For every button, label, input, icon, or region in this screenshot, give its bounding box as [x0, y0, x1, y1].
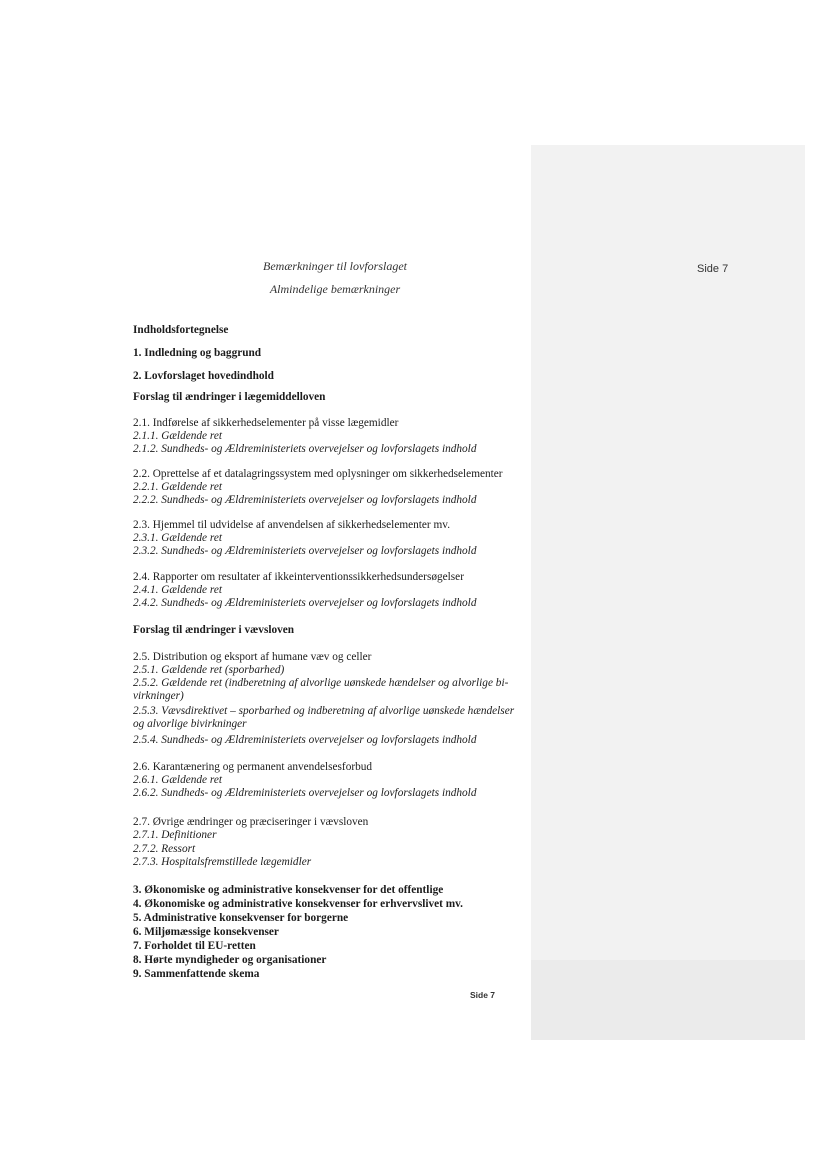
toc-chapter-1: 1. Indledning og baggrund [133, 347, 262, 359]
toc-section-2-6-2: 2.6.2. Sundheds- og Ældreministeriets overvejelser og lovforslagets indhold [133, 787, 477, 799]
toc-section-2-5: 2.5. Distribution og eksport af humane væv og celler [133, 651, 372, 663]
toc-group-laegemiddelloven: Forslag til ændringer i lægemiddelloven [133, 391, 326, 403]
toc-chapter-4: 4. Økonomiske og administrative konsekvenser for erhvervslivet mv. [133, 898, 464, 910]
toc-section-2-2-2: 2.2.2. Sundheds- og Ældreministeriets overvejelser og lovforslagets indhold [133, 494, 477, 506]
margin-page-label: Side 7 [697, 263, 729, 275]
footer-page-number: Side 7 [470, 990, 496, 1000]
toc-heading: Indholdsfortegnelse [133, 324, 229, 336]
document-subtitle: Almindelige bemærkninger [269, 282, 401, 296]
toc-section-2-5-3: 2.5.3. Vævsdirektivet – sporbarhed og indberetning af alvorlige uønskede hændelser og alvorlige bivirkninger [133, 705, 515, 730]
toc-section-2-6-1: 2.6.1. Gældende ret [133, 774, 223, 786]
toc-section-2-4: 2.4. Rapporter om resultater af ikkeinterventionssikkerhedsundersøgelser [133, 571, 464, 583]
toc-section-2-5-1: 2.5.1. Gældende ret (sporbarhed) [133, 664, 285, 676]
toc-section-2-7-3: 2.7.3. Hospitalsfremstillede lægemidler [133, 856, 312, 868]
toc-section-2-2: 2.2. Oprettelse af et datalagringssystem med oplysninger om sikkerhedselementer [133, 468, 503, 480]
toc-chapter-6: 6. Miljømæssige konsekvenser [133, 926, 279, 938]
toc-group-vaevsloven: Forslag til ændringer i vævsloven [133, 624, 295, 636]
toc-chapter-9: 9. Sammenfattende skema [133, 968, 260, 980]
document-title: Bemærkninger til lovforslaget [263, 259, 407, 273]
toc-section-2-7-2: 2.7.2. Ressort [133, 843, 196, 855]
toc-section-2-3-1: 2.3.1. Gældende ret [133, 532, 223, 544]
toc-section-2-5-4: 2.5.4. Sundheds- og Ældreministeriets overvejelser og lovforslagets indhold [133, 734, 477, 746]
toc-section-2-1-2: 2.1.2. Sundheds- og Ældreministeriets overvejelser og lovforslagets indhold [133, 443, 477, 455]
toc-chapter-5: 5. Administrative konsekvenser for borgerne [133, 912, 349, 924]
toc-section-2-3: 2.3. Hjemmel til udvidelse af anvendelsen af sikkerhedselementer mv. [133, 519, 451, 531]
toc-section-2-1: 2.1. Indførelse af sikkerhedselementer på visse lægemidler [133, 417, 399, 429]
toc-section-2-4-1: 2.4.1. Gældende ret [133, 584, 223, 596]
toc-chapter-7: 7. Forholdet til EU-retten [133, 940, 256, 952]
toc-section-2-1-1: 2.1.1. Gældende ret [133, 430, 223, 442]
toc-section-2-6: 2.6. Karantænering og permanent anvendelsesforbud [133, 761, 373, 773]
toc-section-2-2-1: 2.2.1. Gældende ret [133, 481, 223, 493]
toc-section-2-3-2: 2.3.2. Sundheds- og Ældreministeriets overvejelser og lovforslagets indhold [133, 545, 477, 557]
toc-section-2-7-1: 2.7.1. Definitioner [133, 829, 217, 841]
toc-chapter-2: 2. Lovforslaget hovedindhold [133, 370, 274, 382]
margin-panel-shade [531, 960, 805, 1040]
toc-chapter-8: 8. Hørte myndigheder og organisationer [133, 954, 327, 966]
toc-section-2-5-2: 2.5.2. Gældende ret (indberetning af alvorlige uønskede hændelser og alvorlige bi-virkninger) [133, 677, 509, 702]
toc-section-2-4-2: 2.4.2. Sundheds- og Ældreministeriets overvejelser og lovforslagets indhold [133, 597, 477, 609]
toc-chapter-3: 3. Økonomiske og administrative konsekvenser for det offentlige [133, 884, 444, 896]
margin-panel [531, 145, 805, 1040]
toc-section-2-7: 2.7. Øvrige ændringer og præciseringer i vævsloven [133, 816, 369, 828]
